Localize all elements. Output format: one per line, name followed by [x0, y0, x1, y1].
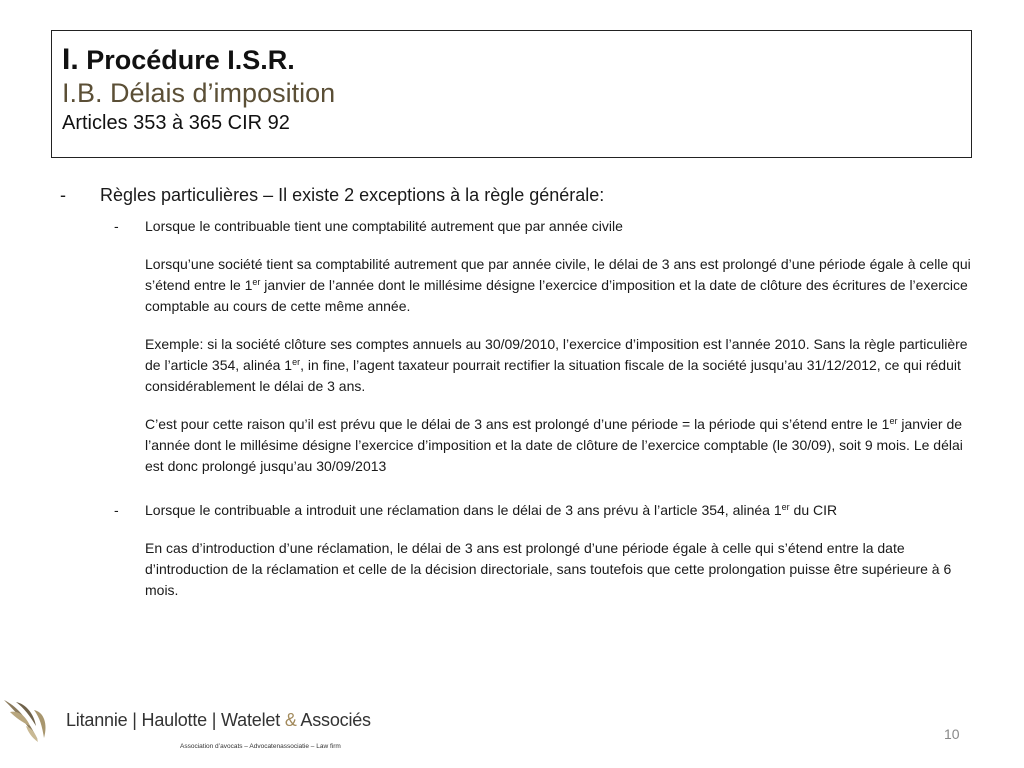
paragraph-3-part-b: janvier de l’année dont le millésime désigne l’exercice d’imposition et la date de clôture de l’exercice comptable (le 30/09), soit 9 mois. Le délai est donc prolongé jusqu’au 30/09/2013 — [145, 416, 963, 474]
firm-name — [66, 710, 371, 731]
main-bullet-text: Règles particulières – Il existe 2 exceptions à la règle générale: — [100, 185, 605, 205]
superscript: er — [292, 357, 301, 367]
sub-bullet-1 — [58, 216, 970, 237]
firm-name-ampersand: & — [284, 710, 297, 730]
superscript: er — [889, 416, 898, 426]
slide-articles: Articles 353 à 365 CIR 92 — [62, 112, 290, 134]
title-roman-numeral: I. — [62, 43, 79, 76]
slide-content — [58, 182, 970, 601]
paragraph-2-part-b: , in fine, l’agent taxateur pourrait rectifier la situation fiscale de la société jusqu’au 31/12/2012, ce qui réduit considérablement le délai de 3 ans. — [145, 357, 961, 394]
superscript: er — [781, 502, 790, 512]
paragraph-2 — [58, 334, 975, 397]
paragraph-2-part-a: Exemple: si la société clôture ses comptes annuels au 30/09/2010, l’exercice d’imposition est l’année 2010. Sans la règle particulière de l’article 354, alinéa 1 — [145, 336, 968, 373]
slide-subtitle: I.B. Délais d’imposition — [62, 78, 336, 108]
paragraph-4: En cas d’introduction d’une réclamation, le délai de 3 ans est prolongé d’une période égale à celle qui s’étend entre la date d’introduction de la réclamation et celle de la décision directoriale, sans toutefois que cette prolongation puisse être supérieure à 6 mois. — [145, 540, 952, 598]
slide-title — [62, 43, 961, 77]
superscript: er — [252, 277, 261, 287]
sub-bullet-2-part-a: Lorsque le contribuable a introduit une réclamation dans le délai de 3 ans prévu à l’article 354, alinéa 1 — [145, 502, 782, 518]
title-box — [51, 30, 972, 158]
main-bullet — [58, 182, 970, 208]
wheat-leaf-logo-icon — [0, 696, 52, 748]
paragraph-1-part-b: janvier de l’année dont le millésime désigne l’exercice d’imposition et la date de clôture des écritures de l’exercice comptable au cours de cette même année. — [145, 277, 968, 314]
paragraph-3 — [58, 414, 975, 477]
sub-bullet-1-text: Lorsque le contribuable tient une comptabilité autrement que par année civile — [145, 218, 623, 234]
sub-bullet-2-part-b: du CIR — [789, 502, 838, 518]
firm-name-part-2: Associés — [296, 710, 371, 730]
bullet-dash: - — [114, 218, 119, 234]
paragraph-1 — [58, 254, 975, 317]
firm-tagline: Association d’avocats – Advocatenassociatie – Law firm — [180, 743, 341, 750]
paragraph-3-part-a: C’est pour cette raison qu’il est prévu que le délai de 3 ans est prolongé d’une période = la période qui s’étend entre le 1 — [145, 416, 890, 432]
bullet-dash: - — [114, 502, 119, 518]
bullet-dash: - — [60, 185, 66, 205]
title-text: Procédure I.S.R. — [86, 45, 295, 75]
firm-name-part-1: Litannie | Haulotte | Watelet — [66, 710, 285, 730]
paragraph-1-part-a: Lorsqu’une société tient sa comptabilité autrement que par année civile, le délai de 3 ans est prolongé d’une période égale à celle qui s’étend entre le 1 — [145, 256, 971, 293]
page-number: 10 — [944, 726, 960, 742]
sub-bullet-2 — [58, 500, 970, 521]
